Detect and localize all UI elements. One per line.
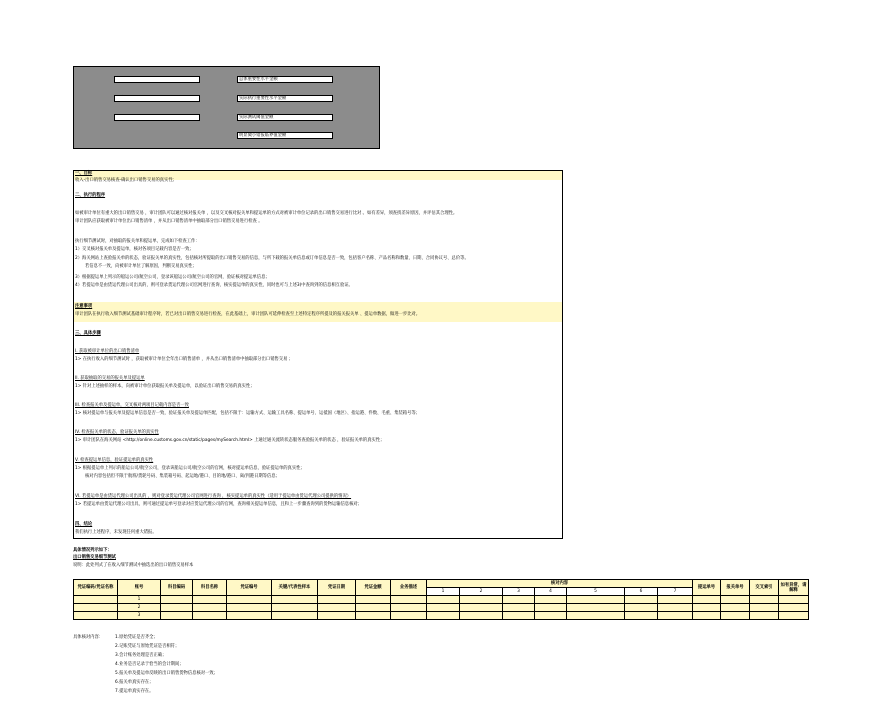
row-cell[interactable] [161,604,193,612]
col-header-voucher: 凭证编码/凭证名称 [74,580,118,596]
row-cell[interactable] [625,604,658,612]
col-header-declaration-no: 报关单号 [721,580,750,596]
row-number: 2 [118,604,161,612]
conclusion-text: 我们执行上述程序，未发现任何重大错报。 [75,530,157,535]
step-2-text: 1> 针对上述抽样的样本，向被审计单位获取报关单及提运单，以验证出口销售交易的真实性； [75,384,255,389]
row-cell[interactable] [74,596,118,604]
table-row [74,596,809,604]
check-item-3: 3）根据提运单上列示的船运公司/航空公司，登录该船运公司/航空公司的官网，验证核对提运单信息； [75,275,270,280]
step-5-text-cont: 核对内容包括但不限于航班/货轮号码、集装箱号码、起运地/港口、目的地/港口、离/到港日期等信息； [85,474,280,479]
row-cell[interactable] [391,596,427,604]
row-cell[interactable] [356,604,391,612]
conclusion-title: 四、结论 [75,522,93,527]
footnote-item-2: 2.记账凭证与原始凭证是否相符； [115,644,180,649]
table-row [74,612,809,620]
row-cell[interactable] [227,596,272,604]
check-col-3: 3 [503,588,535,596]
step-1-title: I. 获取被审计单位的出口销售清单 [75,349,140,354]
row-cell[interactable] [721,596,750,604]
objective-text: 收入-出口销售交易核查-确认出口销售交易的真实性； [75,178,177,183]
check-item-1: 1）交叉核对报关单及提运单，核对各项目记载内容是否一致； [75,247,194,252]
overall-materiality-label: 总体重要性水平金额 [239,77,278,82]
step-3-text: 1> 核对提运单与报关单及提运单信息是否一致，验证报关单及提运单匹配，包括不限于：运输方式、运输工具名称、提运单号、运抵国（地区）、指运港、件数、毛重、集装箱号等； [75,411,420,416]
row-cell[interactable] [503,596,535,604]
row-cell[interactable] [567,612,625,620]
row-cell[interactable] [750,604,779,612]
row-cell[interactable] [567,596,625,604]
row-number: 1 [118,596,161,604]
check-col-1: 1 [427,588,460,596]
row-cell[interactable] [750,596,779,604]
note-title: 注意事项 [75,304,93,309]
step-6-title: VI. 若提运单是由货运代理公司出具的 ，则对登录货运代理公司官网进行查询 ，核实提运单的真实性（适用于提运单由货运代理公司提供的情况） [75,494,352,499]
trivial-threshold-label: 明显微小错报临界值金额 [239,133,287,138]
check-col-7: 7 [658,588,693,596]
step-6-text: 1> 若提运单由货运代理公司出具，则可通过提运单号登录对应货运代理公司的官网，查询相关提运单信息，且和上一步骤查询到的货物运输信息核对； [75,502,362,507]
engagement-info-panel [73,66,380,149]
row-cell[interactable] [74,604,118,612]
row-cell[interactable] [318,612,356,620]
row-cell[interactable] [625,612,658,620]
row-cell[interactable] [193,604,227,612]
row-cell[interactable] [391,612,427,620]
row-cell[interactable] [227,604,272,612]
row-cell[interactable] [193,612,227,620]
col-header-bl-no: 提运单号 [693,580,721,596]
detail-title: 三、具体步骤 [75,331,101,336]
row-cell[interactable] [356,596,391,604]
performance-materiality-label: 实际执行重要性水平金额 [239,96,287,101]
check-item-2-cont: 若信息不一致，向被审计单位了解原因，判断交易真实性； [85,264,197,269]
row-cell[interactable] [535,596,567,604]
objective-title: 一、目标 [75,171,93,176]
row-cell[interactable] [74,612,118,620]
footnote-label: 具体核对内容： [73,635,104,640]
row-cell[interactable] [193,596,227,604]
row-cell[interactable] [318,604,356,612]
row-cell[interactable] [625,596,658,604]
row-cell[interactable] [503,604,535,612]
row-cell[interactable] [750,612,779,620]
col-header-voucher-date: 凭证日期 [318,580,356,596]
check-col-2: 2 [460,588,503,596]
currency-field[interactable] [114,114,200,121]
step-5-title: V. 检查提运单信息，验证提运单的真实性 [75,458,154,463]
footnote-item-1: 1.原始凭证是否齐全； [115,635,158,640]
step-4-title: IV. 检查报关单的状态，验证报关单的真实性 [75,430,159,435]
row-cell[interactable] [272,604,318,612]
col-header-cross-ref: 交叉索引 [750,580,779,596]
row-cell[interactable] [721,612,750,620]
footnote-item-7: 7.提运单真实存在。 [115,689,154,694]
row-cell[interactable] [460,604,503,612]
row-cell[interactable] [535,612,567,620]
col-header-subject-name: 科目名称 [193,580,227,596]
row-cell[interactable] [721,604,750,612]
step-1-text: 1> 在执行收入的细节测试时 ，获取被审计单位全年出口销售清单 ，并从出口销售清单中抽取部分出口销售交易 ； [75,357,294,362]
step-4-text: 1> 审计团队在海关网站 <http://online.customs.gov.cn/static/pages/mySearch.html> 上通过通关流转状态服务查验报关单的状态 ，验证报关单的真实性； [75,438,385,443]
row-cell[interactable] [391,604,427,612]
col-header-voucher-amount: 凭证金额 [356,580,391,596]
client-name-field[interactable] [114,76,200,83]
sample-list-subtitle: 出口销售交易细节测试 [73,555,116,560]
row-cell[interactable] [272,612,318,620]
row-cell[interactable] [161,596,193,604]
footnote-item-6: 6.报关单真实存在； [115,680,154,685]
col-header-check-content: 核对内容 [427,580,693,588]
check-col-6: 6 [625,588,658,596]
check-item-2: 2）海关网站上查验报关单的状态，验证报关单的真实性，包括核对所提取的出口销售交易的信息，与所下载的报关单信息或订单信息是否一致，包括客户名称、产品名称和数量、日期、合同协议号、总价等。 [75,256,469,261]
footnote-item-5: 5.报关单及提运单反映的出口销售货物信息核对一致； [115,671,218,676]
row-number: 3 [118,612,161,620]
check-item-4: 4）若提运单是由货运代理公司出具的，则可登录货运代理公司官网进行查询，核实提运单的真实性，同时也可与上述3)中查询到的信息相互验证。 [75,283,353,288]
row-cell[interactable] [567,604,625,612]
check-col-4: 4 [535,588,567,596]
row-cell[interactable] [535,604,567,612]
col-header-business-desc: 业务描述 [391,580,427,596]
check-col-5: 5 [567,588,625,596]
row-cell[interactable] [272,596,318,604]
row-cell[interactable] [227,612,272,620]
steps-paragraph-3: 执行细节测试时，对抽取的报关单和提运单，完成如下检查工作： [75,239,200,244]
row-cell[interactable] [427,612,460,620]
col-header-voucher-no: 凭证编号 [227,580,272,596]
row-cell[interactable] [503,612,535,620]
row-cell[interactable] [161,612,193,620]
row-cell[interactable] [460,612,503,620]
sample-table [73,579,809,620]
steps-title: 二、执行的程序 [75,193,106,198]
row-cell[interactable] [318,596,356,604]
step-2-title: II. 获取抽取的交易的报关单及提运单 [75,376,145,381]
row-cell[interactable] [658,612,693,620]
sample-list-title: 具体情况列示如下： [73,548,112,553]
year-field[interactable] [114,95,200,102]
row-cell[interactable] [460,596,503,604]
col-header-exception: 如有异常，请解释 [779,580,809,596]
steps-paragraph-1: 如被审计单位有重大的出口销售交易 ，审计团队可以通过核对报关单 ，以及交叉核对报关单和提运单的方式对被审计单位记录的出口销售交易进行比对 。如有差异，须查找差异原因，并评估其合理性。 [75,211,458,216]
sample-list-desc: 说明：此处列式了在收入细节测试中抽选出的出口销售交易样本 [73,563,194,568]
row-cell[interactable] [779,604,809,612]
row-cell[interactable] [693,596,721,604]
col-header-key-sample: 关键/代表性样本 [272,580,318,596]
procedure-panel [73,170,563,539]
testing-amount-label: 实际测试阈值金额 [239,115,274,120]
row-cell[interactable] [693,604,721,612]
row-cell[interactable] [779,612,809,620]
step-3-title: III. 检查报关单及提运单，交叉核对两项目记载内容是否一致 [75,403,189,408]
steps-paragraph-2: 审计团队应获取被审计单位出口销售清单 ，并从出口销售清单中抽取部分出口销售交易进行检查 。 [75,219,263,224]
row-cell[interactable] [427,604,460,612]
table-row [74,604,809,612]
step-5-text: 1> 根据提运单上列示的船运公司/航空公司，登录该船运公司/航空公司的官网，核对提运单信息，验证提运单的真实性； [75,466,305,471]
footnote-item-3: 3.会计账务处理是否正确； [115,653,167,658]
col-header-account: 账号 [118,580,161,596]
row-cell[interactable] [658,604,693,612]
note-text: 审计团队在执行收入细节测试基础审计程序时，若已对出口销售交易进行检查，在此基础上，审计团队可延伸检查至上述特定程序所提及的报关报关单 、提运单数据，做进一步比对。 [75,312,421,317]
footnote-item-4: 4.业务是否记录于恰当的会计期间； [115,662,184,667]
row-cell[interactable] [658,596,693,604]
row-cell[interactable] [427,596,460,604]
row-cell[interactable] [693,612,721,620]
row-cell[interactable] [356,612,391,620]
row-cell[interactable] [779,596,809,604]
col-header-subject-code: 科目编码 [161,580,193,596]
